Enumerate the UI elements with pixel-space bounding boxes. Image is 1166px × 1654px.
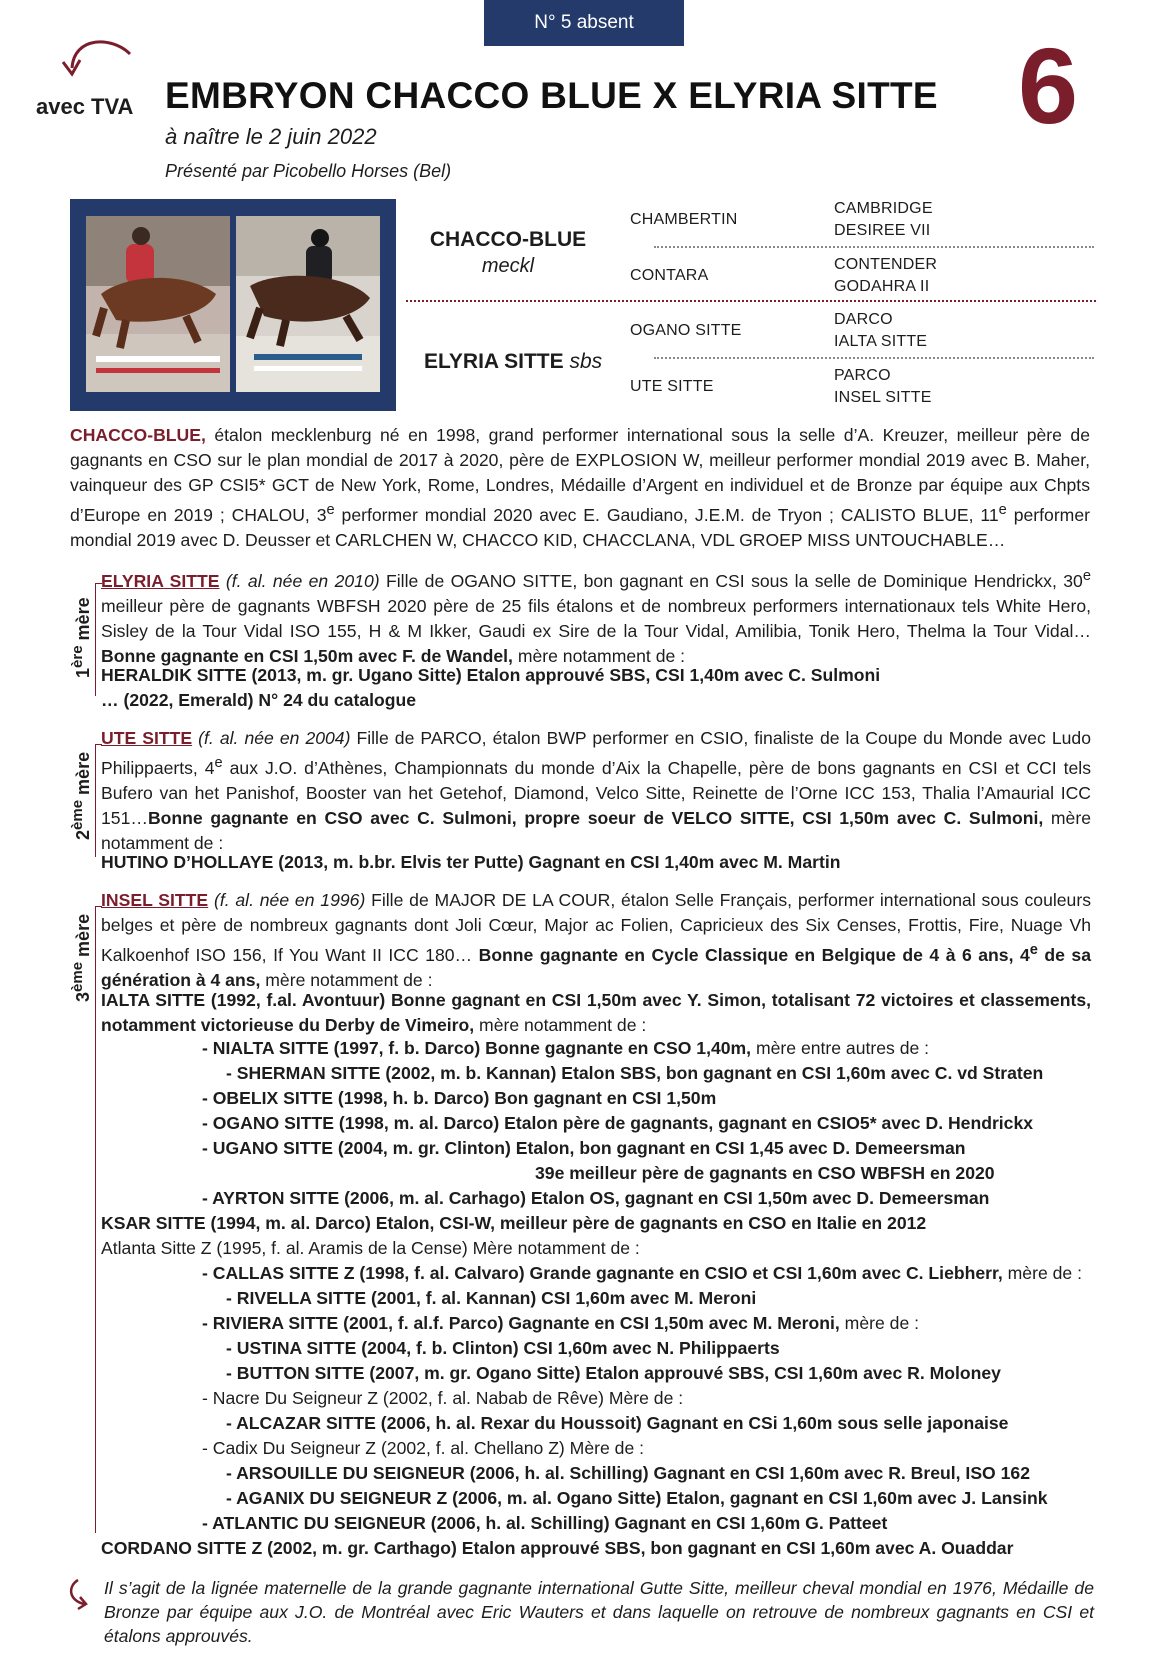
lot-title: EMBRYON CHACCO BLUE X ELYRIA SITTE bbox=[165, 75, 938, 116]
descendant-line: - AYRTON SITTE (2006, m. al. Carhago) Etalon OS, gagnant en CSI 1,50m avec D. Demeersman bbox=[202, 1188, 990, 1208]
pedigree-ancestor: GODAHRA II bbox=[834, 278, 930, 295]
descendant-line: - USTINA SITTE (2004, f. b. Clinton) CSI 1,60m avec N. Philippaerts bbox=[226, 1338, 780, 1358]
offspring-line: HERALDIK SITTE (2013, m. gr. Ugano Sitte) Etalon approuvé SBS, CSI 1,40m avec C. Sulmoni bbox=[101, 665, 881, 685]
lot-number: 6 bbox=[1018, 25, 1079, 146]
descendant-line: - ARSOUILLE DU SEIGNEUR (2006, h. al. Schilling) Gagnant en CSI 1,60m avec R. Breul, ISO 162 bbox=[226, 1463, 1030, 1483]
pedigree-dam: ELYRIA SITTE sbs bbox=[424, 350, 603, 373]
descendant-line: KSAR SITTE (1994, m. al. Darco) Etalon, CSI-W, meilleur père de gagnants en CSO en Italie en 2012 bbox=[101, 1213, 927, 1233]
descendant-line: Atlanta Sitte Z (1995, f. al. Aramis de la Cense) Mère notamment de : bbox=[101, 1238, 640, 1258]
presenter: Présenté par Picobello Horses (Bel) bbox=[165, 161, 452, 181]
pedigree-ancestor: CAMBRIDGE bbox=[834, 200, 933, 217]
pedigree-granddam: CONTARA bbox=[630, 267, 709, 284]
descendant-line: - UGANO SITTE (2004, m. gr. Clinton) Etalon, bon gagnant en CSI 1,45 avec D. Demeersman bbox=[202, 1138, 966, 1158]
offspring-line: HUTINO D’HOLLAYE (2013, m. b.br. Elvis ter Putte) Gagnant en CSI 1,40m avec M. Martin bbox=[101, 852, 841, 872]
descendant-line: - SHERMAN SITTE (2002, m. b. Kannan) Etalon SBS, bon gagnant en CSI 1,60m avec C. vd Straten bbox=[226, 1063, 1044, 1083]
sire-description: CHACCO-BLUE, étalon mecklenburg né en 1998, grand performer international sous la selle d’A. Kreuzer, meilleur père de gagnants en CSO sur le plan mondial de 2017 à 2020, père de EXPLOSION W, meilleur performer mondial 2019 avec B. Maher, vainqueur des GP CSI5* GCT de New York, Rome, Londres, Médaille d’Argent en individuel et de Bronze par équipe aux Chpts d’Europe en 2019 ; CHALOU, 3e performer mondial 2020 avec E. Gaudiano, J.E.M. de Tryon ; CALISTO BLUE, 11e performer mondial 2019 avec D. Deusser et CARLCHEN W, CHACCO KID, CHACCLANA, VDL GROEP MISS UNTOUCHABLE… bbox=[70, 425, 1090, 550]
curved-arrow-icon bbox=[52, 38, 132, 88]
pedigree-ancestor: PARCO bbox=[834, 367, 891, 384]
mere-2-description: UTE SITTE (f. al. née en 2004) Fille de PARCO, étalon BWP performer en CSIO, finaliste de la Coupe du Monde avec Ludo Philippaerts, 4e aux J.O. d’Athènes, Championnats du monde d’Aix la Chapelle, père de bons gagnants en CSI et CCI tels Bufero van het Panishof, Booster van het Getehof, Diamond, Velco Sitte, Reinette de l’Orne ICC 153, Thalia l’Amaurial ICC 151…Bonne gagnante en CSO avec C. Sulmoni, propre soeur de VELCO SITTE, CSI 1,50m avec C. Sulmoni, mère notamment de : bbox=[101, 728, 1091, 853]
photo-panel bbox=[70, 199, 396, 411]
mere-1-description: ELYRIA SITTE (f. al. née en 2010) Fille de OGANO SITTE, bon gagnant en CSI sous la selle de Dominique Hendrickx, 30e meilleur père de gagnants WBFSH 2020 père de 25 fils étalons et de nombreux performers internationaux tels White Hero, Sisley de la Tour Vidal ISO 155, H & M Ikker, Gaudi ex Sire de la Tour Vidal, Amilibia, Tonik Hero, Thelma la Tour Vidal… Bonne gagnante en CSI 1,50m avec F. de Wandel, mère notamment de : bbox=[101, 568, 1091, 666]
tva-label: avec TVA bbox=[36, 94, 134, 119]
pedigree-divider bbox=[654, 357, 1094, 359]
pedigree-divider bbox=[654, 246, 1094, 248]
descendant-line: - OGANO SITTE (1998, m. al. Darco) Etalon père de gagnants, gagnant en CSIO5* avec D. Hendrickx bbox=[202, 1113, 1034, 1133]
mere-3-description: INSEL SITTE (f. al. née en 1996) Fille de MAJOR DE LA COUR, étalon Selle Français, performer international sous couleurs belges et père de nombreux gagnants dont Joli Cœur, Major ac Folien, Capricieux des Six Censes, Frottis, Fire, Nuage Vh Kalkoenhof ISO 156, If You Want II ICC 180… Bonne gagnante en Cycle Classique en Belgique de 4 à 6 ans, 4e de sa génération à 4 ans, mère notamment de : bbox=[101, 890, 1091, 990]
offspring-line: … (2022, Emerald) N° 24 du catalogue bbox=[101, 690, 417, 710]
footer-note: Il s’agit de la lignée maternelle de la grande gagnante international Gutte Sitte, meilleur cheval mondial en 1976, Médaille de Bronze par équipe aux J.O. de Montréal avec Eric Wauters et dans laquelle on retrouve de nombreux gagnants en CSI et étalons approuvés. bbox=[104, 1578, 1094, 1646]
absent-banner: N° 5 absent bbox=[484, 0, 684, 46]
mere-label-2: 2ème mère bbox=[69, 751, 93, 840]
show-jumping-photo bbox=[236, 216, 380, 392]
show-jumping-photo bbox=[86, 216, 230, 392]
pedigree-sire: CHACCO-BLUE bbox=[429, 228, 587, 251]
pedigree-grandsire: CHAMBERTIN bbox=[630, 211, 738, 228]
pedigree-ancestor: CONTENDER bbox=[834, 256, 938, 273]
pedigree-ancestor: DARCO bbox=[834, 311, 893, 328]
descendant-line: - CALLAS SITTE Z (1998, f. al. Calvaro) Grande gagnante en CSIO et CSI 1,60m avec C. Liebherr, mère de : bbox=[202, 1263, 1082, 1283]
pedigree-sire-breed: meckl bbox=[481, 255, 535, 277]
descendant-line: - ATLANTIC DU SEIGNEUR (2006, h. al. Schilling) Gagnant en CSI 1,60m G. Patteet bbox=[202, 1513, 888, 1533]
descendant-line: - Cadix Du Seigneur Z (2002, f. al. Chellano Z) Mère de : bbox=[202, 1438, 644, 1458]
descendant-line: - AGANIX DU SEIGNEUR Z (2006, m. al. Ogano Sitte) Etalon, gagnant en CSI 1,60m avec J. Lansink bbox=[226, 1488, 1048, 1508]
ialta-sitte-description: IALTA SITTE (1992, f.al. Avontuur) Bonne gagnant en CSI 1,50m avec Y. Simon, totalisant 72 victoires et classements, notamment victorieuse du Derby de Vimeiro, mère notamment de : bbox=[101, 990, 1091, 1035]
descendant-line: 39e meilleur père de gagnants en CSO WBFSH en 2020 bbox=[535, 1163, 995, 1183]
descendant-line: - ALCAZAR SITTE (2006, h. al. Rexar du Houssoit) Gagnant en CSi 1,60m sous selle japonaise bbox=[226, 1413, 1009, 1433]
descendant-line: CORDANO SITTE Z (2002, m. gr. Carthago) Etalon approuvé SBS, bon gagnant en CSI 1,60m avec A. Ouaddar bbox=[101, 1538, 1014, 1558]
descendant-line: - BUTTON SITTE (2007, m. gr. Ogano Sitte) Etalon approuvé SBS, CSI 1,60m avec R. Moloney bbox=[226, 1363, 1001, 1383]
descendant-line: - Nacre Du Seigneur Z (2002, f. al. Nabab de Rêve) Mère de : bbox=[202, 1388, 684, 1408]
mere-label-1: 1ère mère bbox=[69, 597, 93, 678]
pedigree-ancestor: IALTA SITTE bbox=[834, 333, 928, 350]
pedigree-ancestor: DESIREE VII bbox=[834, 222, 931, 239]
pedigree-granddam: UTE SITTE bbox=[630, 378, 714, 395]
hook-arrow-icon bbox=[68, 1578, 94, 1612]
descendant-line: - NIALTA SITTE (1997, f. b. Darco) Bonne gagnante en CSO 1,40m, mère entre autres de : bbox=[202, 1038, 930, 1058]
pedigree-grandsire: OGANO SITTE bbox=[630, 322, 742, 339]
descendant-line: - RIVIERA SITTE (2001, f. al.f. Parco) Gagnante en CSI 1,50m avec M. Meroni, mère de : bbox=[202, 1313, 920, 1333]
pedigree-divider bbox=[406, 300, 1096, 302]
mere-label-3: 3ème mère bbox=[69, 913, 93, 1002]
pedigree-ancestor: INSEL SITTE bbox=[834, 389, 932, 406]
birth-date: à naître le 2 juin 2022 bbox=[165, 124, 377, 149]
descendant-line: - RIVELLA SITTE (2001, f. al. Kannan) CSI 1,60m avec M. Meroni bbox=[226, 1288, 757, 1308]
descendant-line: - OBELIX SITTE (1998, h. b. Darco) Bon gagnant en CSI 1,50m bbox=[202, 1088, 717, 1108]
